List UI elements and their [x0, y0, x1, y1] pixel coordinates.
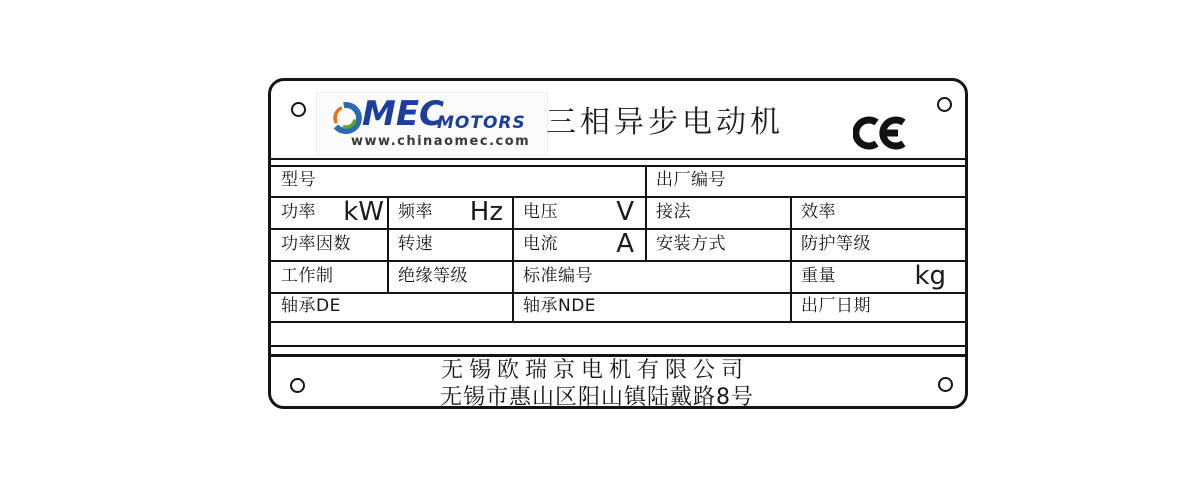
frequency-unit: Hz: [469, 197, 503, 227]
current-label: 电流: [523, 234, 558, 254]
mounting-hole-bottom-right: [938, 377, 953, 392]
omec-logo: [316, 92, 548, 156]
plate-title: 三相异步电动机: [546, 105, 784, 140]
connection-label: 接法: [656, 202, 691, 222]
table-top-line: [271, 165, 965, 167]
header-divider-line: [271, 158, 965, 160]
company-address: 无锡市惠山区阳山镇陆戴路8号: [440, 385, 754, 410]
current-unit: A: [616, 229, 634, 259]
power-label: 功率: [281, 202, 316, 222]
duty-label: 工作制: [281, 266, 334, 286]
standard-label: 标准编号: [523, 266, 593, 286]
col-divider-r1-r3: [645, 165, 647, 260]
power-unit: kW: [343, 197, 384, 227]
bearing-de-label: 轴承DE: [281, 296, 341, 316]
serial-label: 出厂编号: [656, 170, 726, 190]
omec-swirl-icon: [328, 100, 364, 136]
table-bottom-line: [271, 345, 965, 347]
power-factor-label: 功率因数: [281, 234, 351, 254]
ce-mark-icon: [853, 114, 907, 152]
brand-suffix-text: MOTORS: [437, 113, 526, 133]
protection-label: 防护等级: [801, 234, 871, 254]
insulation-label: 绝缘等级: [398, 266, 468, 286]
date-label: 出厂日期: [801, 296, 871, 316]
weight-label: 重量: [801, 266, 836, 286]
brand-website: www.chinaomec.com: [351, 134, 531, 149]
voltage-unit: V: [616, 197, 634, 227]
brand-text: MEC: [362, 94, 445, 134]
company-name: 无锡欧瑞京电机有限公司: [440, 358, 749, 383]
row-divider-5: [271, 321, 965, 323]
mounting-label: 安装方式: [656, 234, 726, 254]
model-label: 型号: [281, 170, 316, 190]
motor-nameplate: [268, 78, 968, 409]
speed-label: 转速: [398, 234, 433, 254]
bearing-nde-label: 轴承NDE: [523, 296, 597, 316]
mounting-hole-top-right: [937, 97, 952, 112]
frequency-label: 频率: [398, 202, 433, 222]
mounting-hole-top-left: [291, 102, 306, 117]
weight-unit: kg: [914, 261, 946, 291]
efficiency-label: 效率: [801, 202, 836, 222]
footer-top-line: [271, 354, 965, 357]
col-divider-c4: [790, 196, 792, 321]
voltage-label: 电压: [523, 202, 558, 222]
